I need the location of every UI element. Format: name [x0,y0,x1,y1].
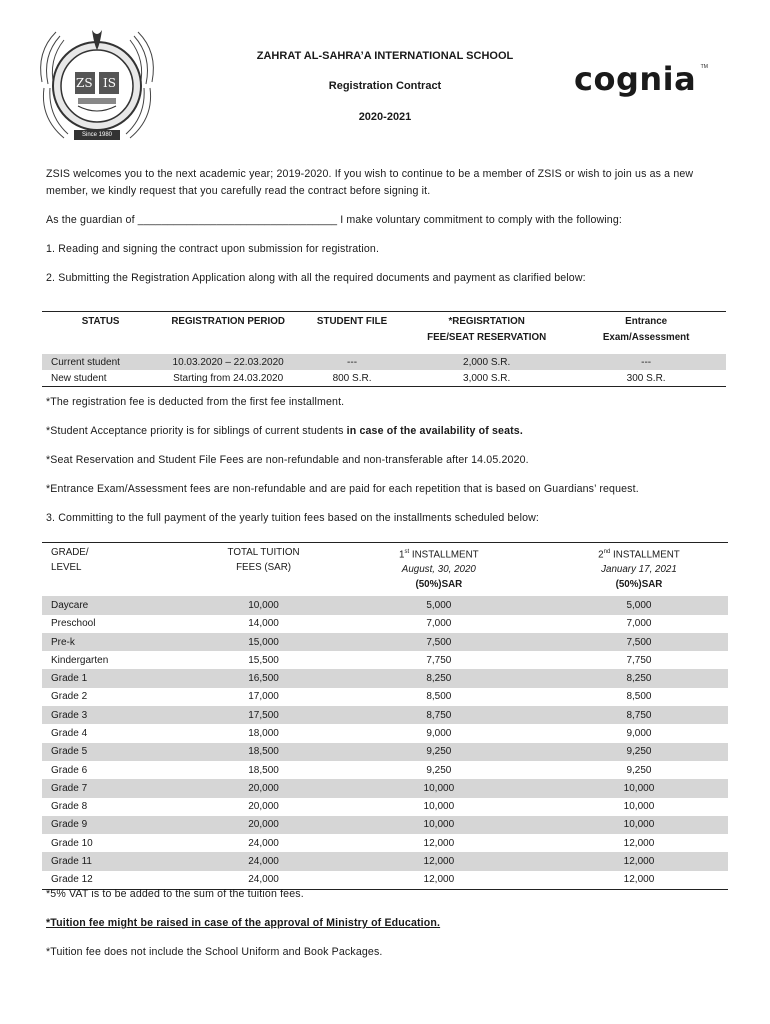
cell-total-fee: 18,000 [248,727,279,739]
cell-second-installment: 12,000 [623,874,655,886]
item-2: 2. Submitting the Registration Application along with all the required documents and payment as clarified below: [46,272,586,284]
header-status: STATUS [81,316,120,327]
table-row [42,688,728,706]
cell-total-fee: 20,000 [248,801,279,813]
cell-first-installment: 10,000 [423,801,455,813]
item-1: 1. Reading and signing the contract upon submission for registration. [46,243,380,255]
cell-grade: Grade 6 [51,764,88,776]
cell-exam: 300 S.R. [626,372,666,384]
note-tuition-raise: *Tuition fee might be raised in case of the approval of Ministry of Education. [46,917,441,929]
header-total-line2: FEES (SAR) [236,562,292,573]
cell-grade: Grade 5 [42,743,199,761]
table-row [42,370,726,387]
cell-first-installment: 7,000 [426,618,452,630]
table-row [42,834,728,852]
cell-first-installment: 12,000 [328,852,550,870]
cell-grade: Grade 4 [51,727,88,739]
cell-first-installment: 9,000 [426,727,452,739]
welcome-paragraph: ZSIS welcomes you to the next academic year; 2019-2020. If you wish to continue to be a member of ZSIS or wish to join us as a new member, we kindly request that you carefully read the contract before signing it. [46,168,694,197]
note-exam-fees: *Entrance Exam/Assessment fees are non-refundable and are paid for each repetition that is based on Guardians’ request. [46,483,639,495]
cell-grade: Grade 9 [42,816,199,834]
cell-second-installment: 7,500 [550,633,728,651]
cell-grade: Grade 3 [42,706,199,724]
second-installment-sup: nd [603,549,611,555]
header-entrance-exam: Entrance Exam/Assessment [602,316,690,343]
table-row [42,706,728,724]
cell-fee: 3,000 S.R. [463,372,511,384]
first-installment-date: August, 30, 2020 [401,564,476,576]
cell-total-fee: 15,000 [199,633,327,651]
cell-first-installment: 10,000 [328,779,550,797]
cell-first-installment: 12,000 [423,874,455,886]
cell-total-fee: 20,000 [199,816,327,834]
cognia-trademark: TM [700,64,708,70]
cell-total-fee: 17,500 [199,706,327,724]
registration-header-row [42,312,726,355]
cell-grade: Grade 8 [51,801,88,813]
table-row [42,596,728,614]
cell-second-installment: 5,000 [550,596,728,614]
header-first-installment [328,543,550,597]
cell-total-fee: 16,500 [199,669,327,687]
note-non-refundable: *Seat Reservation and Student File Fees are non-refundable and non-transferable after 14.05.2020. [46,454,529,466]
header-total-tuition [199,543,327,597]
seal-text-left: ZS [76,76,93,90]
cell-grade: Grade 11 [42,852,199,870]
cell-first-installment: 5,000 [328,596,550,614]
cell-first-installment: 8,250 [328,669,550,687]
cell-second-installment: 8,750 [550,706,728,724]
school-name: ZAHRAT AL-SAHRA’A INTERNATIONAL SCHOOL [256,50,514,62]
cell-grade: Grade 7 [42,779,199,797]
contract-title: Registration Contract [328,80,442,92]
cell-first-installment: 8,500 [426,691,452,703]
cell-second-installment: 9,250 [626,764,652,776]
cell-total-fee: 24,000 [199,852,327,870]
cell-second-installment: 9,250 [550,743,728,761]
second-installment-percent: (50%)SAR [615,579,663,591]
first-installment-num: 1 [399,549,405,561]
table-row [42,724,728,742]
first-installment-label: INSTALLMENT [409,549,479,561]
first-installment-percent: (50%)SAR [415,579,463,591]
cell-second-installment: 8,500 [626,691,652,703]
cell-grade: Kindergarten [51,654,109,666]
table-row [42,651,728,669]
table-row [42,798,728,816]
contract-year: 2020-2021 [358,111,412,123]
cell-grade: Preschool [51,618,96,630]
note-acceptance-bold: in case of the availability of seats. [346,425,523,437]
cell-grade: Grade 12 [51,874,93,886]
header-registration-period: REGISTRATION PERIOD [171,316,285,327]
header-grade-line1: GRADE/ [51,547,89,558]
header-second-installment [550,543,728,597]
cell-second-installment: 7,000 [626,618,652,630]
cell-total-fee: 18,500 [248,764,279,776]
cell-grade: Daycare [42,596,199,614]
cell-grade: Grade 1 [42,669,199,687]
table-row [42,669,728,687]
cell-second-installment: 7,750 [626,654,652,666]
table-row [42,615,728,633]
cell-first-installment: 8,750 [328,706,550,724]
header-grade [42,543,199,597]
seal-since-text: Since 1980 [81,132,113,138]
cell-second-installment: 12,000 [550,852,728,870]
cell-total-fee: 10,000 [199,596,327,614]
tuition-table [42,542,728,890]
table-row [42,779,728,797]
cell-total-fee: 20,000 [199,779,327,797]
table-row [42,633,728,651]
table-row [42,761,728,779]
cell-total-fee: 24,000 [248,874,279,886]
cell-grade: Grade 2 [51,691,88,703]
cell-status: New student [51,372,107,384]
registration-table [42,311,726,387]
table-row [42,852,728,870]
note-acceptance-text: *Student Acceptance priority is for siblings of current students [46,425,347,437]
cell-file: 800 S.R. [332,372,372,384]
cell-second-installment: 10,000 [550,816,728,834]
cell-period: Starting from 24.03.2020 [173,372,284,384]
header-registration-fee: *REGISRTATION FEE/SEAT RESERVATION [427,316,547,343]
cell-second-installment: 9,000 [626,727,652,739]
note-vat: *5% VAT is to be added to the sum of the tuition fees. [46,888,304,900]
cell-first-installment: 7,500 [328,633,550,651]
item-3: 3. Committing to the full payment of the yearly tuition fees based on the installments scheduled below: [46,512,540,524]
tuition-header-row [42,543,728,597]
cell-first-installment: 12,000 [423,837,455,849]
guardian-statement: As the guardian of _________________________________ I make voluntary commitment to comply with the following: [46,214,622,226]
cell-second-installment: 8,250 [550,669,728,687]
header-total-line1: TOTAL TUITION [227,547,300,558]
cell-period: 10.03.2020 – 22.03.2020 [159,354,297,370]
note-registration-fee: *The registration fee is deducted from the first fee installment. [46,396,345,408]
cell-exam: --- [566,354,726,370]
table-row [42,743,728,761]
cognia-logo [574,60,708,98]
cell-second-installment: 10,000 [623,801,655,813]
cell-first-installment: 10,000 [328,816,550,834]
cell-total-fee: 24,000 [248,837,279,849]
note-acceptance-priority [46,423,736,440]
second-installment-num: 2 [598,549,604,561]
cell-grade: Pre-k [42,633,199,651]
cell-total-fee: 14,000 [248,618,279,630]
cell-first-installment: 9,250 [426,764,452,776]
cell-file: --- [297,354,407,370]
second-installment-date: January 17, 2021 [601,564,677,576]
cell-first-installment: 7,750 [426,654,452,666]
cell-second-installment: 12,000 [623,837,655,849]
cell-status: Current student [42,354,159,370]
table-row [42,816,728,834]
cognia-wordmark: cognia [574,60,697,98]
note-uniform: *Tuition fee does not include the School Uniform and Book Packages. [46,946,383,958]
cell-grade: Grade 10 [51,837,93,849]
header-grade-line2: LEVEL [51,562,82,573]
header-student-file: STUDENT FILE [316,316,388,327]
cell-total-fee: 17,000 [248,691,279,703]
tuition-body [42,596,728,889]
cell-first-installment: 9,250 [328,743,550,761]
cell-second-installment: 10,000 [550,779,728,797]
table-row [42,354,726,370]
cell-fee: 2,000 S.R. [407,354,566,370]
second-installment-label: INSTALLMENT [610,549,680,561]
first-installment-sup: st [404,549,410,555]
cell-total-fee: 18,500 [199,743,327,761]
cell-total-fee: 15,500 [248,654,279,666]
seal-text-right: IS [103,76,116,90]
